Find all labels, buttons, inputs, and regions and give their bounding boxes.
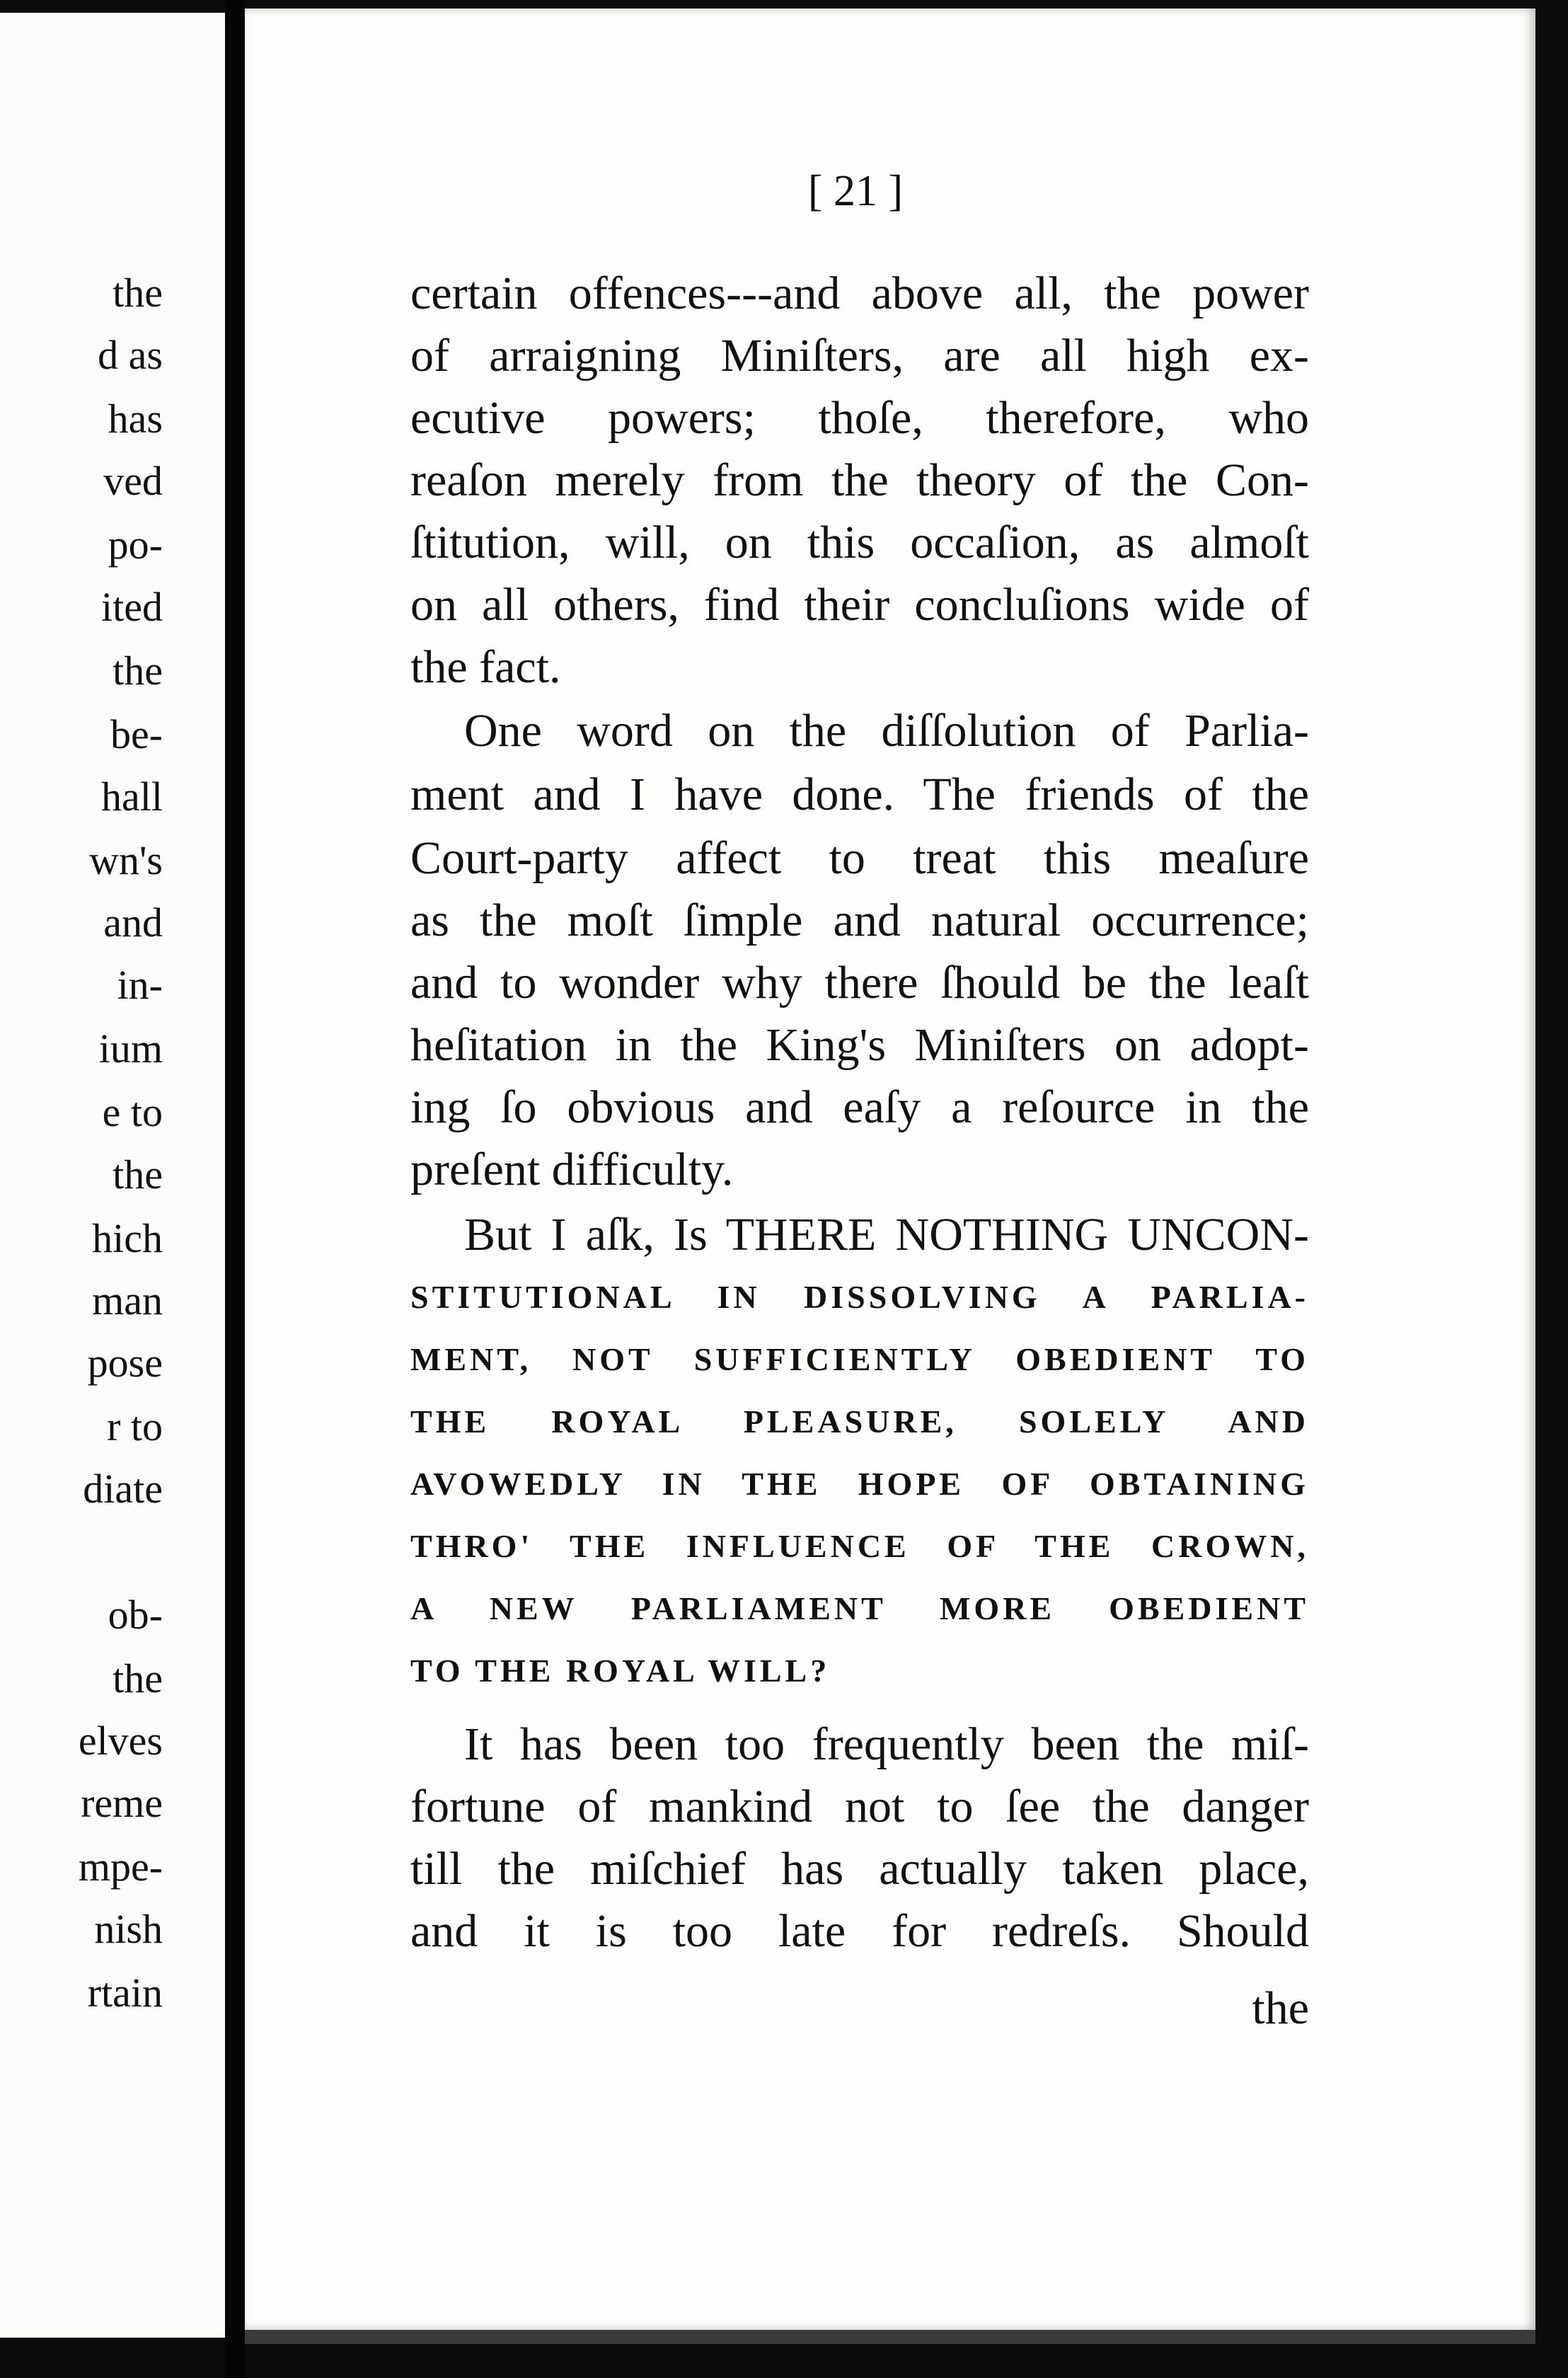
text-line: ing ſo obvious and eaſy a reſource in the <box>410 1081 1309 1133</box>
text-line: It has been too frequently been the miſ- <box>464 1718 1309 1770</box>
text-line: as the moſt ſimple and natural occurrence; <box>410 895 1309 946</box>
left-page-line: r to <box>107 1403 163 1449</box>
left-page-line: elves <box>78 1718 163 1764</box>
text-line: A NEW PARLIAMENT MORE OBEDIENT <box>410 1590 1309 1626</box>
text-line: TO THE ROYAL WILL? <box>410 1653 831 1689</box>
text-line: and it is too late for redreſs. Should <box>410 1905 1309 1957</box>
left-page-line: po- <box>108 522 163 568</box>
page-number: [ 21 ] <box>807 167 904 215</box>
text-line: THRO' THE INFLUENCE OF THE CROWN, <box>410 1528 1309 1564</box>
left-page-line: pose <box>87 1340 163 1386</box>
text-line: MENT, NOT SUFFICIENTLY OBEDIENT TO <box>410 1341 1309 1377</box>
left-page-line: ium <box>98 1026 163 1072</box>
text-line: and to wonder why there ſhould be the leaſt <box>410 957 1309 1009</box>
text-line: ment and I have done. The friends of the <box>410 769 1309 820</box>
text-line: Court-party affect to treat this meaſure <box>410 832 1309 884</box>
left-page-line: ob- <box>108 1592 163 1638</box>
left-page-line: mpe- <box>78 1844 163 1890</box>
text-line: One word on the diſſolution of Parlia- <box>464 705 1309 757</box>
text-line: preſent difficulty. <box>410 1144 734 1195</box>
left-page-line: e to <box>102 1089 163 1135</box>
text-line: till the miſchief has actually taken place, <box>410 1843 1309 1895</box>
catchword: the <box>1252 1982 1309 2034</box>
left-page-line: rtain <box>87 1970 163 2016</box>
left-page-line: wn's <box>89 837 163 883</box>
left-page-line: hich <box>92 1215 163 1261</box>
text-line: heſitation in the King's Miniſters on adopt- <box>410 1019 1309 1071</box>
text-line: THE ROYAL PLEASURE, SOLELY AND <box>410 1403 1309 1440</box>
left-page-line: and <box>103 900 163 946</box>
text-line: the fact. <box>410 641 561 693</box>
text-line: ſtitution, will, on this occaſion, as almoſt <box>410 517 1309 568</box>
left-page-line: ved <box>103 458 163 504</box>
text-line: of arraigning Miniſters, are all high ex- <box>410 330 1309 381</box>
text-line: fortune of mankind not to ſee the danger <box>410 1781 1309 1832</box>
left-page-line: hall <box>101 774 163 820</box>
text-line: STITUTIONAL IN DISSOLVING A PARLIA- <box>410 1279 1309 1315</box>
page-bottom-edge <box>245 2330 1535 2344</box>
left-page-line: man <box>92 1277 163 1323</box>
left-page-line: be- <box>110 711 163 757</box>
left-page-line: diate <box>83 1466 163 1512</box>
left-page-line: d as <box>98 332 163 378</box>
text-line: But I aſk, Is THERE NOTHING UNCON- <box>464 1209 1309 1260</box>
book-gutter <box>225 0 245 2378</box>
left-page-line: the <box>113 1151 163 1197</box>
left-page-line: in- <box>117 962 163 1008</box>
text-line: on all others, find their concluſions wide of <box>410 579 1309 631</box>
text-line: ecutive powers; thoſe, therefore, who <box>410 392 1309 444</box>
left-page-line: the <box>113 1655 163 1701</box>
text-line: certain offences---and above all, the power <box>410 268 1309 319</box>
left-page-line: has <box>108 396 163 442</box>
left-page-line: the <box>113 648 163 694</box>
left-page-line: the <box>113 270 163 316</box>
left-page-line: nish <box>94 1906 163 1952</box>
left-page <box>0 13 225 2338</box>
text-line: AVOWEDLY IN THE HOPE OF OBTAINING <box>410 1466 1309 1502</box>
left-page-line: reme <box>81 1780 163 1826</box>
text-line: reaſon merely from the theory of the Con- <box>410 454 1309 506</box>
left-page-line: ited <box>101 584 163 630</box>
